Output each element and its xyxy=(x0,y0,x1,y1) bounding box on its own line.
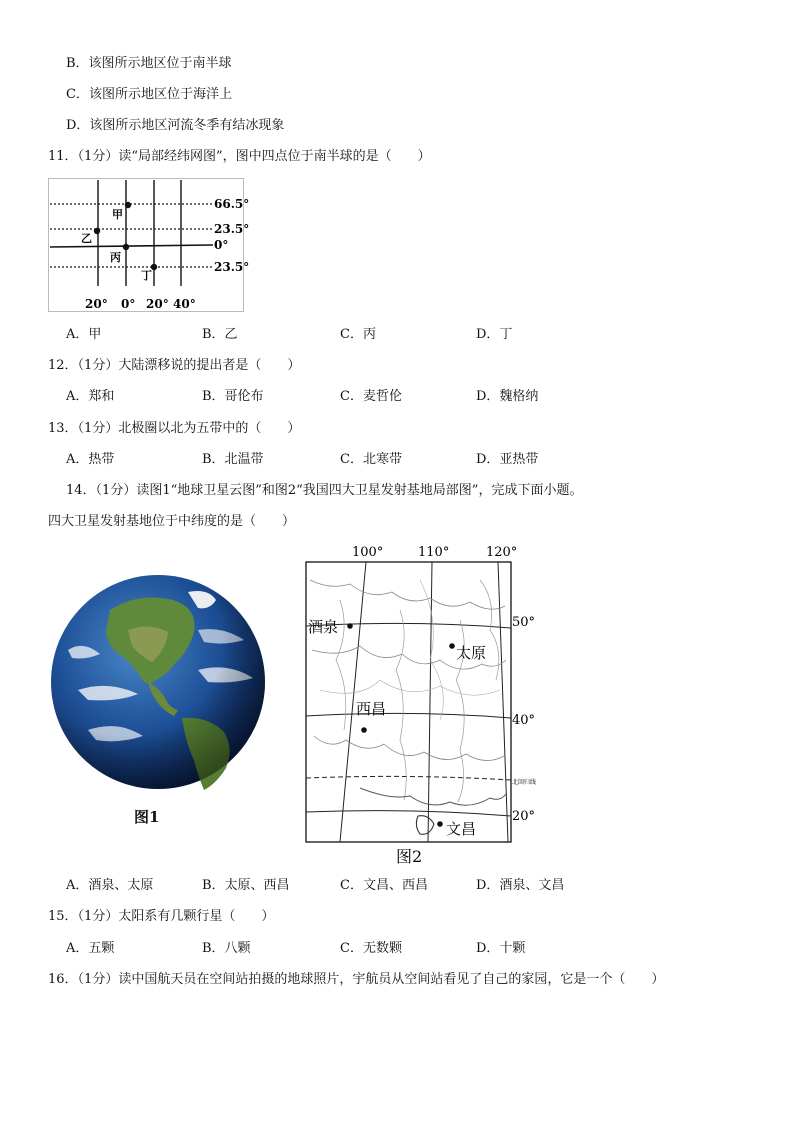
q15-option-d[interactable]: D．十颗 xyxy=(476,941,526,956)
q13-option-c[interactable]: C．北寒带 xyxy=(340,452,402,467)
lon-label: 20° xyxy=(146,297,169,311)
lat-label: 66.5° xyxy=(214,197,250,211)
figure1-caption: 图1 xyxy=(134,808,160,826)
q15-option-c[interactable]: C．无数颗 xyxy=(340,941,402,956)
point-label-yi: 乙 xyxy=(81,232,92,245)
q12-option-c[interactable]: C．麦哲伦 xyxy=(340,389,402,404)
q13-option-b[interactable]: B．北温带 xyxy=(202,452,264,467)
lon-label: 110° xyxy=(418,545,450,560)
point-label-bing: 丙 xyxy=(110,251,121,264)
q10-option-b: B．该图所示地区位于南半球 xyxy=(66,56,232,71)
earth-satellite-image xyxy=(48,570,273,795)
lat-label: 40° xyxy=(512,713,536,728)
lon-label: 120° xyxy=(486,545,518,560)
q10-option-c: C．该图所示地区位于海洋上 xyxy=(66,87,232,102)
lon-label: 0° xyxy=(121,297,136,311)
lat-lon-grid-figure xyxy=(48,178,248,313)
city-label-jiuquan: 酒泉 xyxy=(308,618,339,636)
figure2-caption: 图2 xyxy=(396,847,423,866)
q12-option-a[interactable]: A．郑和 xyxy=(66,389,115,404)
q15-stem: 15．（1分）太阳系有几颗行星（ ） xyxy=(48,909,275,924)
lon-label: 100° xyxy=(352,545,384,560)
q13-stem: 13．（1分）北极圈以北为五带中的（ ） xyxy=(48,421,301,436)
q16-stem: 16．（1分）读中国航天员在空间站拍摄的地球照片，宇航员从空间站看见了自己的家园，它是一个（ ） xyxy=(48,972,665,987)
point-label-jia: 甲 xyxy=(112,208,123,221)
point-yi xyxy=(94,228,100,234)
q13-option-d[interactable]: D．亚热带 xyxy=(476,452,539,467)
q14-option-a[interactable]: A．酒泉、太原 xyxy=(66,878,154,893)
q11-stem: 11．（1分）读“局部经纬网图”，图中四点位于南半球的是（ ） xyxy=(48,149,431,164)
lat-label: 23.5° xyxy=(214,260,250,274)
city-dot-wenchang xyxy=(437,821,443,827)
q15-option-a[interactable]: A．五颗 xyxy=(66,941,115,956)
q10-option-d: D．该图所示地区河流冬季有结冰现象 xyxy=(66,118,285,133)
city-dot-jiuquan xyxy=(347,623,353,629)
lat-label: 23.5° xyxy=(214,222,250,236)
q15-option-b[interactable]: B．八颗 xyxy=(202,941,251,956)
q13-option-a[interactable]: A．热带 xyxy=(66,452,115,467)
q14-sub-question: 四大卫星发射基地位于中纬度的是（ ） xyxy=(48,514,296,529)
q12-stem: 12．（1分）大陆漂移说的提出者是（ ） xyxy=(48,358,301,373)
q11-option-b[interactable]: B．乙 xyxy=(202,327,238,342)
city-label-taiyuan: 太原 xyxy=(456,644,487,662)
lat-label: 0° xyxy=(214,238,229,252)
q14-option-c[interactable]: C．文昌、西昌 xyxy=(340,878,428,893)
city-label-wenchang: 文昌 xyxy=(446,820,477,838)
q12-option-b[interactable]: B．哥伦布 xyxy=(202,389,264,404)
q11-option-d[interactable]: D．丁 xyxy=(476,327,513,342)
lon-label: 20° xyxy=(85,297,108,311)
lat-label: 50° xyxy=(512,615,536,630)
q11-option-a[interactable]: A．甲 xyxy=(66,327,102,342)
launch-sites-map xyxy=(300,540,537,870)
q14-option-d[interactable]: D．酒泉、文昌 xyxy=(476,878,565,893)
lon-label: 40° xyxy=(173,297,196,311)
q14-option-b[interactable]: B．太原、西昌 xyxy=(202,878,290,893)
point-label-ding: 丁 xyxy=(141,269,152,282)
tropic-label: 北回归线 xyxy=(512,779,537,786)
q12-option-d[interactable]: D．魏格纳 xyxy=(476,389,539,404)
lat-label: 20° xyxy=(512,809,536,824)
city-dot-xichang xyxy=(361,727,367,733)
city-label-xichang: 西昌 xyxy=(356,700,387,718)
point-bing xyxy=(123,244,129,250)
point-jia xyxy=(125,202,131,208)
q11-option-c[interactable]: C．丙 xyxy=(340,327,376,342)
city-dot-taiyuan xyxy=(449,643,455,649)
q14-stem: 14．（1分）读图1“地球卫星云图”和图2“我国四大卫星发射基地局部图”，完成下面小题。 xyxy=(66,483,583,498)
